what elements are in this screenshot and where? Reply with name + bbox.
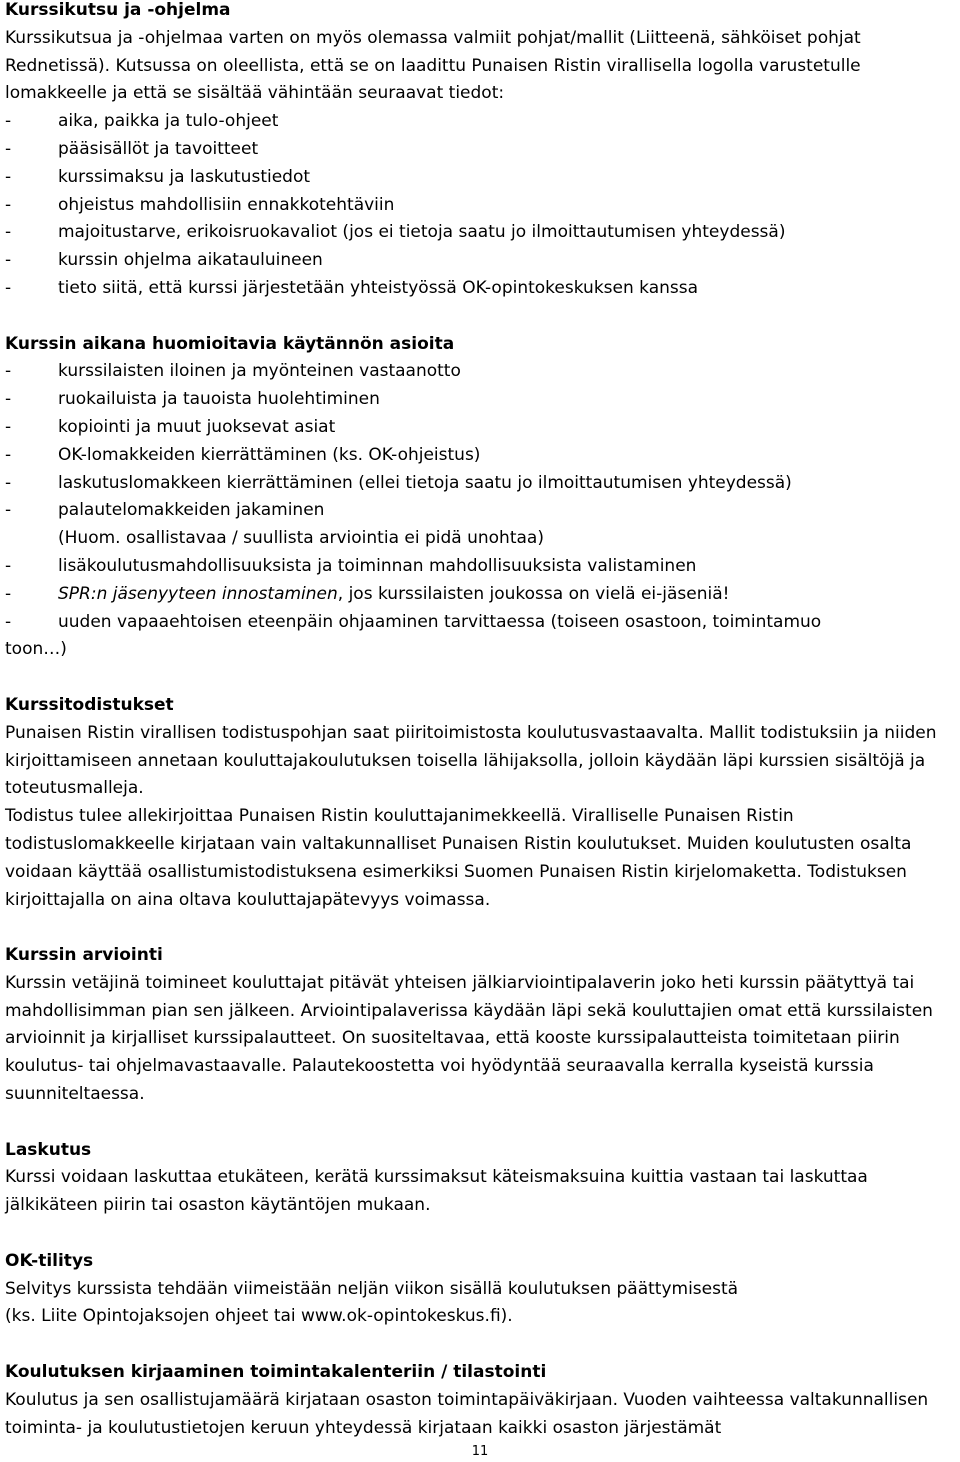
list-kurssikutsu <box>5 108 955 303</box>
list-item: - OK-lomakkeiden kierrättäminen (ks. OK-ohjeistus) <box>5 444 481 465</box>
paragraph: Todistus tulee allekirjoittaa Punaisen Ristin kouluttajanimekkeellä. Viralliselle Punaisen Ristin todistuslomakkeelle kirjataan vain valtakunnalliset Punaisen Ristin koulutukset. Muiden koulutusten osalta voidaan käyttää osallistumistodistuksena esimerkiksi Suomen Punaisen Ristin kirjelomaketta. Todistuksen kirjoittajalla on aina oltava kouluttajapätevyys voimassa. <box>5 806 912 910</box>
section-title-kurssikutsu: Kurssikutsu ja -ohjelma <box>5 0 231 20</box>
section-title-kurssitodistukset: Kurssitodistukset <box>5 694 174 715</box>
list-item: - ohjeistus mahdollisiin ennakkotehtäviin <box>5 194 395 215</box>
list-item: - uuden vapaaehtoisen eteenpäin ohjaaminen tarvittaessa (toiseen osastoon, toimintamuo <box>5 611 822 632</box>
paragraph: Kurssin vetäjinä toimineet kouluttajat pitävät yhteisen jälkiarviointipalaverin joko heti kurssin päätyttyä tai mahdollisimman pian sen jälkeen. Arviointipalaverissa käydään läpi sekä kouluttajien omat että kurssilaisten arvioinnit ja kirjalliset kurssipalautteet. On suositeltavaa, että kooste kurssipalautteista toimitetaan piirin koulutus- tai ohjelmavastaavalle. Palautekoostetta voi hyödyntää seuraavalla kerralla kyseistä kurssia suunniteltaessa. <box>5 972 933 1105</box>
list-item-continuation: toon…) <box>5 639 67 660</box>
list-item: - laskutuslomakkeen kierrättäminen (ellei tietoja saatu jo ilmoittautumisen yhteydessä) <box>5 472 792 493</box>
section-title-kaytannon-asiat: Kurssin aikana huomioitavia käytännön asioita <box>5 333 455 354</box>
paragraph: Koulutus ja sen osallistujamäärä kirjataan osaston toimintapäiväkirjaan. Vuoden vaihteessa valtakunnallisen toiminta- ja koulutustietojen keruun yhteydessä kirjataan kaikki osaston järjestämät <box>5 1389 929 1438</box>
list-item: - palautelomakkeiden jakaminen <box>5 500 325 521</box>
italic-text: SPR:n jäsenyyteen innostaminen <box>58 583 338 604</box>
list-kaytannon-asiat <box>5 358 955 664</box>
document-page <box>5 0 955 1442</box>
list-item: - tieto siitä, että kurssi järjestetään yhteistyössä OK-opintokeskuksen kanssa <box>5 277 699 298</box>
section-title-kurssin-arviointi: Kurssin arviointi <box>5 945 163 966</box>
list-item: - ruokailuista ja tauoista huolehtiminen <box>5 389 380 410</box>
paragraph: (ks. Liite Opintojaksojen ohjeet tai www.ok-opintokeskus.fi). <box>5 1306 513 1327</box>
list-item: - kurssin ohjelma aikatauluineen <box>5 250 323 271</box>
list-item: - pääsisällöt ja tavoitteet <box>5 138 259 159</box>
list-item: - lisäkoulutusmahdollisuuksista ja toiminnan mahdollisuuksista valistaminen <box>5 555 697 576</box>
list-note: (Huom. osallistavaa / suullista arviointia ei pidä unohtaa) <box>58 528 544 549</box>
paragraph: Punaisen Ristin virallisen todistuspohjan saat piiritoimistosta koulutusvastaavalta. Mallit todistuksiin ja niiden kirjoittamiseen annetaan kouluttajakoulutuksen toisella lähijaksolla, jolloin käydään läpi kurssien sisältöjä ja toteutusmalleja. <box>5 722 937 799</box>
section-title-ok-tilitys: OK-tilitys <box>5 1250 94 1271</box>
paragraph: Kurssi voidaan laskuttaa etukäteen, kerätä kurssimaksut käteismaksuina kuittia vastaan tai laskuttaa jälkikäteen piirin tai osaston käytäntöjen mukaan. <box>5 1167 868 1216</box>
paragraph: Kurssikutsua ja -ohjelmaa varten on myös olemassa valmiit pohjat/mallit (Liitteenä, sähköiset pohjat Rednetissä). Kutsussa on oleellista, että se on laadittu Punaisen Ristin virallisella logolla varustetulle lomakkeelle ja että se sisältää vähintään seuraavat tiedot: <box>5 27 861 104</box>
list-item: - kopiointi ja muut juoksevat asiat <box>5 416 336 437</box>
section-title-kirjaaminen: Koulutuksen kirjaaminen toimintakalenteriin / tilastointi <box>5 1362 547 1383</box>
paragraph: Selvitys kurssista tehdään viimeistään neljän viikon sisällä koulutuksen päättymisestä <box>5 1278 739 1299</box>
list-item: - kurssimaksu ja laskutustiedot <box>5 166 311 187</box>
list-item: - majoitustarve, erikoisruokavaliot (jos ei tietoja saatu jo ilmoittautumisen yhteydessä) <box>5 222 786 243</box>
page-number: 11 <box>471 1444 489 1459</box>
list-item: - SPR:n jäsenyyteen innostaminen, jos kurssilaisten joukossa on vielä ei-jäseniä! <box>5 583 730 604</box>
section-title-laskutus: Laskutus <box>5 1139 92 1160</box>
list-item: - aika, paikka ja tulo-ohjeet <box>5 111 279 132</box>
list-item: - kurssilaisten iloinen ja myönteinen vastaanotto <box>5 361 461 382</box>
